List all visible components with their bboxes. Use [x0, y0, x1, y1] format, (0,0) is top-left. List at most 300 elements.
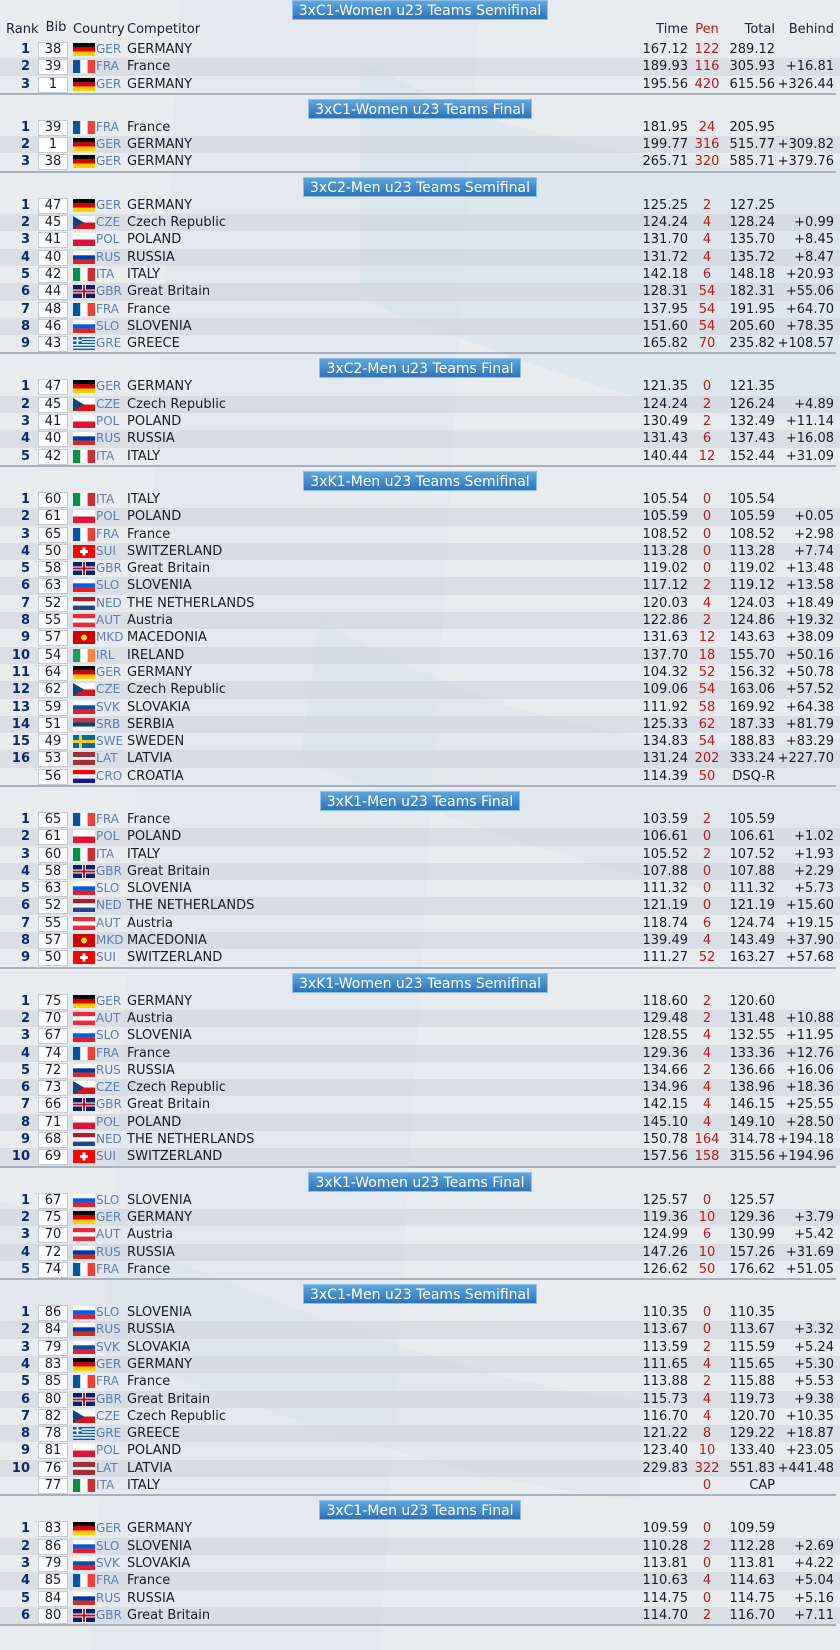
rank: 7 [20, 595, 30, 611]
competitor-name[interactable]: SLOVENIA [127, 1192, 192, 1208]
time: 111.27 [642, 950, 688, 966]
competitor-name[interactable]: THE NETHERLANDS [127, 898, 255, 914]
country-flag [73, 320, 95, 333]
rank: 3 [20, 1227, 30, 1243]
competitor-name[interactable]: Czech Republic [127, 1080, 226, 1096]
competitor-name[interactable]: RUSSIA [127, 1590, 175, 1606]
rank: 5 [20, 1261, 30, 1277]
gre-flag-icon [73, 337, 95, 350]
rank: 8 [20, 613, 30, 629]
rank: 2 [20, 59, 30, 75]
competitor-name[interactable]: GERMANY [127, 993, 193, 1009]
section-divider [0, 967, 836, 969]
competitor-name[interactable]: SLOVAKIA [127, 699, 191, 715]
result-row[interactable] [0, 1096, 840, 1113]
competitor-name[interactable]: France [127, 301, 171, 317]
competitor-name[interactable]: GREECE [127, 1426, 180, 1442]
penalty: 54 [698, 284, 716, 300]
bib: 83 [38, 1357, 68, 1373]
column-header-total[interactable]: Total [744, 22, 775, 37]
result-row[interactable] [0, 560, 840, 577]
column-header-rank[interactable]: Rank [6, 22, 39, 37]
fra-flag-icon [73, 1047, 95, 1060]
result-row[interactable] [0, 1607, 840, 1624]
bib: 40 [38, 250, 68, 266]
country-code: ITA [96, 846, 115, 861]
penalty: 4 [702, 1573, 712, 1589]
result-row[interactable] [0, 283, 840, 300]
result-row[interactable] [0, 1114, 840, 1131]
competitor-name[interactable]: POLAND [127, 1443, 182, 1459]
result-row[interactable] [0, 612, 840, 629]
bib: 47 [38, 379, 68, 395]
competitor-name[interactable]: RUSSIA [127, 1322, 175, 1338]
result-row[interactable] [0, 491, 840, 508]
total: 333.24 [729, 751, 775, 767]
competitor-name[interactable]: Austria [127, 1010, 173, 1026]
competitor-name[interactable]: GREECE [127, 336, 180, 352]
lat-flag-icon [73, 752, 95, 765]
result-row[interactable] [0, 733, 840, 750]
result-row[interactable] [0, 846, 840, 863]
rank: 6 [20, 578, 30, 594]
result-row[interactable] [0, 448, 840, 465]
competitor-name[interactable]: SERBIA [127, 716, 175, 732]
result-row[interactable] [0, 1321, 840, 1338]
competitor-name[interactable]: CROATIA [127, 768, 184, 784]
competitor-name[interactable]: Austria [127, 1227, 173, 1243]
time: 114.75 [642, 1590, 688, 1606]
country-code: POL [96, 829, 120, 844]
result-row[interactable] [0, 1391, 840, 1408]
behind: +227.70 [777, 751, 834, 767]
country-flag [73, 813, 95, 826]
country-flag [73, 1116, 95, 1129]
rus-flag-icon [73, 251, 95, 264]
result-row[interactable] [0, 378, 840, 395]
result-row[interactable] [0, 543, 840, 560]
competitor-name[interactable]: IRELAND [127, 647, 185, 663]
competitor-name[interactable]: SLOVAKIA [127, 1339, 191, 1355]
rank: 3 [20, 232, 30, 248]
competitor-name[interactable]: France [127, 811, 171, 827]
competitor-name[interactable]: MACEDONIA [127, 933, 207, 949]
result-row[interactable] [0, 932, 840, 949]
total: 182.31 [729, 284, 775, 300]
penalty: 24 [698, 119, 716, 135]
result-row[interactable] [0, 197, 840, 214]
rus-flag-icon [73, 1064, 95, 1077]
result-row[interactable] [0, 577, 840, 594]
country-flag [73, 155, 95, 168]
total: 176.62 [729, 1261, 775, 1277]
result-row[interactable] [0, 1356, 840, 1373]
bib: 57 [38, 630, 68, 646]
result-row[interactable] [0, 595, 840, 612]
result-row[interactable] [0, 1555, 840, 1572]
result-row[interactable] [0, 1460, 840, 1477]
competitor-name[interactable]: France [127, 59, 171, 75]
result-row[interactable] [0, 153, 840, 170]
competitor-name[interactable]: LATVIA [127, 751, 172, 767]
competitor-name[interactable]: GERMANY [127, 42, 193, 57]
ger-flag-icon [73, 155, 95, 168]
country-flag [73, 1064, 95, 1077]
result-row[interactable] [0, 76, 840, 93]
result-row[interactable] [0, 1148, 840, 1165]
rank: 13 [11, 699, 30, 715]
competitor-name[interactable]: POLAND [127, 414, 182, 430]
column-header-behind[interactable]: Behind [788, 22, 834, 37]
result-row[interactable] [0, 1244, 840, 1261]
bib: 79 [38, 1556, 68, 1572]
result-row[interactable] [0, 335, 840, 352]
country-code: GER [96, 42, 122, 56]
bib: 67 [38, 1193, 68, 1209]
competitor-name[interactable]: RUSSIA [127, 1062, 175, 1078]
result-row[interactable] [0, 664, 840, 681]
competitor-name[interactable]: POLAND [127, 829, 182, 845]
result-row[interactable] [0, 41, 840, 58]
result-row[interactable] [0, 1027, 840, 1044]
competitor-name[interactable]: POLAND [127, 232, 182, 248]
result-row[interactable] [0, 396, 840, 413]
rank: 2 [20, 1010, 30, 1026]
result-row[interactable] [0, 811, 840, 828]
result-row[interactable] [0, 119, 840, 136]
result-row[interactable] [0, 750, 840, 767]
rank: 1 [20, 491, 30, 507]
country-flag [73, 1358, 95, 1371]
column-header-row [0, 20, 840, 41]
competitor-name[interactable]: POLAND [127, 1114, 182, 1130]
competitor-name[interactable]: THE NETHERLANDS [127, 595, 255, 611]
competitor-name[interactable]: SWITZERLAND [127, 1149, 223, 1165]
competitor-name[interactable]: Czech Republic [127, 682, 226, 698]
competitor-name[interactable]: France [127, 1045, 171, 1061]
penalty: 2 [702, 396, 712, 412]
penalty: 0 [702, 863, 712, 879]
rank: 4 [20, 249, 30, 265]
country-flag [73, 1444, 95, 1457]
result-row[interactable] [0, 1209, 840, 1226]
penalty: 2 [702, 1062, 712, 1078]
result-row[interactable] [0, 1304, 840, 1321]
result-row[interactable] [0, 949, 840, 966]
competitor-name[interactable]: SWEDEN [127, 734, 185, 750]
country-code: CRO [96, 768, 123, 783]
rank: 10 [11, 647, 30, 663]
bib: 41 [38, 232, 68, 248]
total: 126.24 [729, 396, 775, 412]
result-row[interactable] [0, 214, 840, 231]
result-row[interactable] [0, 1373, 840, 1390]
time: 118.74 [642, 915, 688, 931]
country-code: GBR [96, 863, 122, 878]
competitor-name[interactable]: SLOVAKIA [127, 1555, 191, 1571]
time: 125.33 [642, 716, 688, 732]
rank: 5 [20, 561, 30, 577]
behind: +1.02 [794, 829, 834, 845]
total: 187.33 [729, 716, 775, 732]
country-flag [73, 1047, 95, 1060]
competitor-name[interactable]: RUSSIA [127, 249, 175, 265]
behind: +31.69 [785, 1244, 834, 1260]
rank: 6 [20, 1391, 30, 1407]
time: 128.55 [642, 1028, 688, 1044]
competitor-name[interactable]: ITALY [127, 1478, 161, 1494]
fra-flag-icon [73, 813, 95, 826]
total: 115.65 [729, 1357, 775, 1372]
cze-flag-icon [73, 1081, 95, 1094]
result-row[interactable] [0, 430, 840, 447]
competitor-name[interactable]: ITALY [127, 448, 161, 464]
rus-flag-icon [73, 432, 95, 445]
result-row[interactable] [0, 413, 840, 430]
competitor-name[interactable]: Great Britain [127, 1607, 211, 1623]
rank: 4 [20, 431, 30, 447]
competitor-name[interactable]: SLOVENIA [127, 318, 192, 334]
pol-flag-icon [73, 1444, 95, 1457]
result-row[interactable] [0, 863, 840, 880]
result-row[interactable] [0, 1045, 840, 1062]
result-row[interactable] [0, 1477, 840, 1494]
result-row[interactable] [0, 699, 840, 716]
result-row[interactable] [0, 249, 840, 266]
bib: 47 [38, 198, 68, 214]
result-row[interactable] [0, 231, 840, 248]
competitor-name[interactable]: GERMANY [127, 664, 193, 680]
fra-flag-icon [73, 121, 95, 134]
competitor-name[interactable]: France [127, 1374, 171, 1390]
competitor-name[interactable]: France [127, 1261, 171, 1277]
country-code: SUI [96, 543, 116, 558]
country-flag [73, 1263, 95, 1276]
section-divider [0, 1166, 836, 1168]
time: 167.12 [642, 42, 688, 57]
time: 105.54 [642, 491, 688, 507]
rank: 4 [20, 1357, 30, 1372]
bib: 77 [38, 1478, 68, 1494]
competitor-name[interactable]: Great Britain [127, 561, 211, 577]
total: 111.32 [729, 881, 775, 897]
country-flag [73, 268, 95, 281]
result-row[interactable] [0, 1442, 840, 1459]
ger-flag-icon [73, 199, 95, 212]
competitor-name[interactable]: Great Britain [127, 284, 211, 300]
result-row[interactable] [0, 1192, 840, 1209]
competitor-name[interactable]: ITALY [127, 266, 161, 282]
competitor-name[interactable]: Czech Republic [127, 215, 226, 231]
section-title-bar [0, 177, 840, 197]
result-row[interactable] [0, 266, 840, 283]
competitor-name[interactable]: Great Britain [127, 1391, 211, 1407]
section-title-bar [0, 0, 840, 20]
competitor-name[interactable]: SLOVENIA [127, 1028, 192, 1044]
competitor-name[interactable]: GERMANY [127, 379, 193, 395]
bib: 58 [38, 864, 68, 880]
pol-flag-icon [73, 233, 95, 246]
ita-flag-icon [73, 268, 95, 281]
competitor-name[interactable]: THE NETHERLANDS [127, 1132, 255, 1148]
competitor-name[interactable]: GERMANY [127, 76, 193, 92]
total: 115.59 [729, 1339, 775, 1355]
result-row[interactable] [0, 768, 840, 785]
bib: 44 [38, 284, 68, 300]
result-row[interactable] [0, 1572, 840, 1589]
penalty: 4 [702, 249, 712, 265]
competitor-name[interactable]: ITALY [127, 491, 161, 507]
total: CAP [749, 1478, 775, 1494]
competitor-name[interactable]: Great Britain [127, 863, 211, 879]
result-row[interactable] [0, 136, 840, 153]
result-row[interactable] [0, 993, 840, 1010]
country-flag [73, 934, 95, 947]
total: 169.92 [729, 699, 775, 715]
penalty: 0 [702, 881, 712, 897]
country-code: GER [96, 1357, 122, 1371]
result-row[interactable] [0, 1010, 840, 1027]
penalty: 6 [702, 915, 712, 931]
competitor-name[interactable]: MACEDONIA [127, 630, 207, 646]
cze-flag-icon [73, 398, 95, 411]
penalty: 4 [702, 1391, 712, 1407]
gre-flag-icon [73, 1427, 95, 1440]
behind: +64.38 [785, 699, 834, 715]
competitor-name[interactable]: SWITZERLAND [127, 543, 223, 559]
column-header-country[interactable]: Country [73, 22, 125, 37]
mkd-flag-icon [73, 934, 95, 947]
bib: 1 [38, 137, 68, 153]
result-row[interactable] [0, 1079, 840, 1096]
total: 115.88 [729, 1374, 775, 1390]
sui-flag-icon [73, 951, 95, 964]
rank: 14 [11, 716, 30, 732]
time: 111.32 [642, 881, 688, 897]
total: 132.55 [729, 1028, 775, 1044]
result-row[interactable] [0, 508, 840, 525]
rank: 4 [20, 1045, 30, 1061]
result-row[interactable] [0, 1131, 840, 1148]
result-row[interactable] [0, 1062, 840, 1079]
competitor-name[interactable]: Great Britain [127, 1097, 211, 1113]
competitor-name[interactable]: Czech Republic [127, 396, 226, 412]
result-row[interactable] [0, 318, 840, 335]
result-row[interactable] [0, 1226, 840, 1243]
competitor-name[interactable]: France [127, 119, 171, 135]
result-row[interactable] [0, 647, 840, 664]
total: 129.22 [729, 1426, 775, 1442]
country-code: FRA [96, 1573, 119, 1588]
country-code: SLO [96, 1538, 120, 1553]
result-row[interactable] [0, 629, 840, 646]
country-flag [73, 899, 95, 912]
rank: 10 [11, 1149, 30, 1165]
country-code: GER [96, 197, 122, 212]
competitor-name[interactable]: SWITZERLAND [127, 950, 223, 966]
behind: +57.52 [785, 682, 834, 698]
competitor-name[interactable]: ITALY [127, 846, 161, 862]
section-title: 3xK1-Women u23 Teams Semifinal [292, 973, 548, 993]
competitor-name[interactable]: POLAND [127, 509, 182, 525]
pol-flag-icon [73, 830, 95, 843]
country-code: NED [96, 595, 122, 610]
column-header-bib[interactable]: Bib [45, 20, 67, 35]
result-row[interactable] [0, 1520, 840, 1537]
competitor-name[interactable]: SLOVENIA [127, 1538, 192, 1554]
result-row[interactable] [0, 1261, 840, 1278]
result-row[interactable] [0, 915, 840, 932]
competitor-name[interactable]: GERMANY [127, 154, 193, 170]
country-code: GER [96, 993, 122, 1008]
competitor-name[interactable]: RUSSIA [127, 431, 175, 447]
competitor-name[interactable]: GERMANY [127, 197, 193, 213]
result-row[interactable] [0, 716, 840, 733]
rank: 3 [20, 414, 30, 430]
ger-flag-icon [73, 666, 95, 679]
time: 124.24 [642, 215, 688, 231]
bib: 86 [38, 1305, 68, 1321]
result-row[interactable] [0, 526, 840, 543]
time: 115.73 [642, 1391, 688, 1407]
rank: 15 [11, 734, 30, 750]
country-code: GBR [96, 1097, 122, 1112]
competitor-name[interactable]: GERMANY [127, 137, 193, 153]
behind: +16.81 [785, 59, 834, 75]
competitor-name[interactable]: France [127, 526, 171, 542]
competitor-name[interactable]: RUSSIA [127, 1244, 175, 1260]
column-header-time[interactable]: Time [656, 22, 688, 37]
competitor-name[interactable]: Austria [127, 915, 173, 931]
rank: 3 [20, 76, 30, 92]
competitor-name[interactable]: SLOVENIA [127, 1305, 192, 1321]
competitor-name[interactable]: SLOVENIA [127, 881, 192, 897]
result-row[interactable] [0, 1339, 840, 1356]
competitor-name[interactable]: GERMANY [127, 1521, 193, 1537]
country-flag [73, 138, 95, 151]
column-header-pen[interactable]: Pen [695, 22, 719, 37]
result-row[interactable] [0, 58, 840, 75]
country-flag [73, 1133, 95, 1146]
total: 116.70 [729, 1607, 775, 1623]
result-row[interactable] [0, 1408, 840, 1425]
competitor-name[interactable]: GERMANY [127, 1209, 193, 1225]
bib: 43 [38, 336, 68, 352]
competitor-name[interactable]: LATVIA [127, 1460, 172, 1476]
competitor-name[interactable]: Austria [127, 613, 173, 629]
time: 124.99 [642, 1227, 688, 1243]
result-row[interactable] [0, 1425, 840, 1442]
bib: 42 [38, 449, 68, 465]
result-row[interactable] [0, 1590, 840, 1607]
result-row[interactable] [0, 880, 840, 897]
column-header-competitor[interactable]: Competitor [127, 22, 201, 37]
competitor-name[interactable]: SLOVENIA [127, 578, 192, 594]
penalty: 18 [698, 647, 716, 663]
result-row[interactable] [0, 681, 840, 698]
result-row[interactable] [0, 1538, 840, 1555]
competitor-name[interactable]: GERMANY [127, 1357, 193, 1372]
competitor-name[interactable]: Czech Republic [127, 1408, 226, 1424]
result-row[interactable] [0, 897, 840, 914]
time: 106.61 [642, 829, 688, 845]
bib: 76 [38, 1461, 68, 1477]
result-row[interactable] [0, 301, 840, 318]
competitor-name[interactable]: France [127, 1573, 171, 1589]
result-row[interactable] [0, 828, 840, 845]
bib: 45 [38, 215, 68, 231]
time: 105.52 [642, 846, 688, 862]
